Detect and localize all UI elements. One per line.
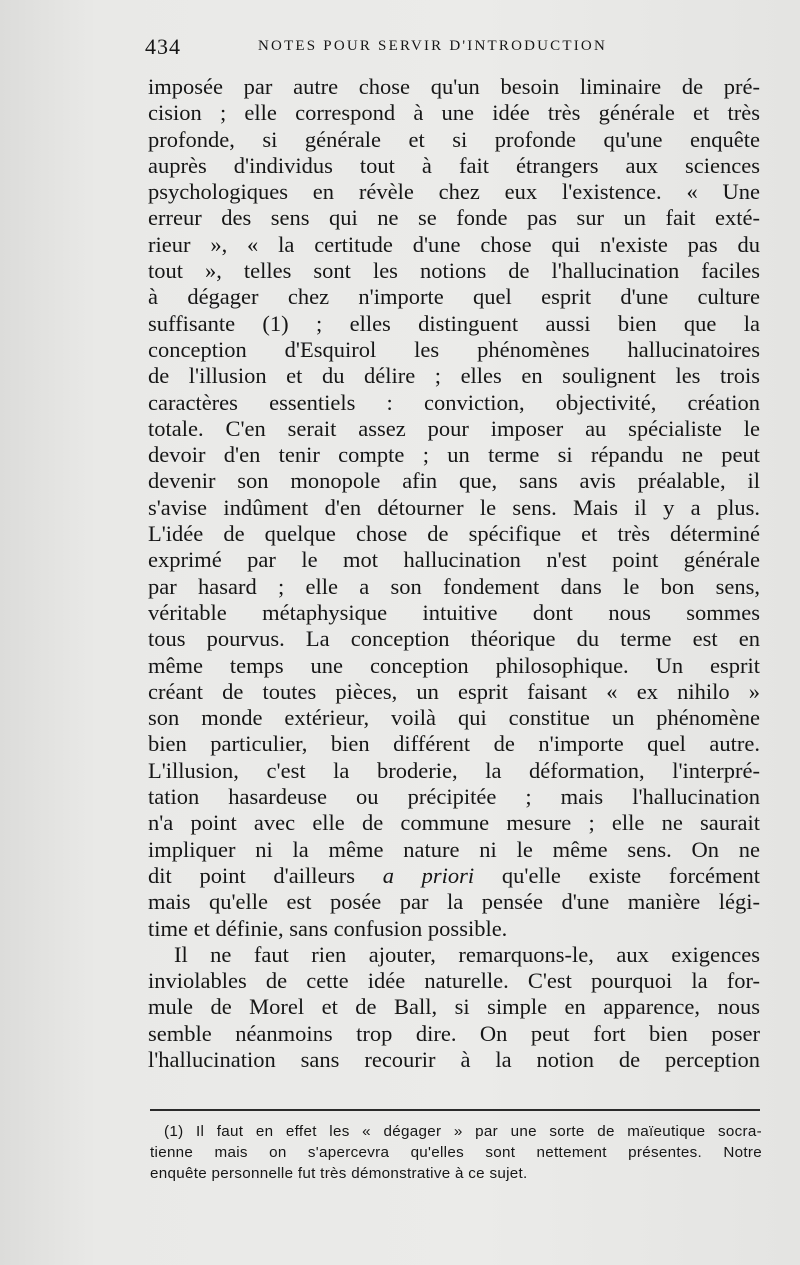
text-line: tout », telles sont les notions de l'hallucination faciles	[148, 258, 760, 284]
body-text	[148, 74, 760, 1073]
text-line: créant de toutes pièces, un esprit faisant « ex nihilo »	[148, 678, 760, 704]
text-line: psychologiques en révèle chez eux l'existence. « Une	[148, 179, 760, 205]
text-line: exprimé par le mot hallucination n'est point générale	[148, 547, 760, 573]
text-line: imposée par autre chose qu'un besoin liminaire de pré-	[148, 74, 760, 99]
text-line: par hasard ; elle a son fondement dans le bon sens,	[148, 573, 760, 599]
text-line: de l'illusion et du délire ; elles en soulignent les trois	[148, 363, 760, 389]
text-line: L'idée de quelque chose de spécifique et très déterminé	[148, 521, 760, 547]
italic-a-priori: a priori	[382, 862, 475, 888]
text-line: s'avise indûment d'en détourner le sens. Mais il y a plus.	[148, 494, 760, 520]
text-line: même temps une conception philosophique. Un esprit	[148, 652, 760, 678]
text-line: n'a point avec elle de commune mesure ; elle ne saurait	[148, 810, 760, 836]
text-line: auprès d'individus tout à fait étrangers aux sciences	[148, 152, 760, 178]
page-number: 434	[145, 34, 181, 59]
text-line: erreur des sens qui ne se fonde pas sur un fait exté-	[148, 205, 760, 231]
text-line: son monde extérieur, voilà qui constitue un phénomène	[148, 705, 760, 731]
paragraph-start-line: Il ne faut rien ajouter, remarquons-le, aux exigences	[174, 941, 760, 967]
page-header	[145, 34, 760, 64]
text-line: caractères essentiels : conviction, objectivité, création	[148, 389, 760, 415]
footnotes	[150, 1121, 762, 1184]
footnote-divider	[150, 1109, 760, 1111]
text-line: tation hasardeuse ou précipitée ; mais l'hallucination	[148, 784, 760, 810]
text-line: l'hallucination sans recourir à la notion de perception	[148, 1046, 760, 1072]
text-line: tous pourvus. La conception théorique du terme est en	[148, 626, 760, 652]
text-line: L'illusion, c'est la broderie, la déformation, l'interpré-	[148, 757, 760, 783]
text-line: bien particulier, bien différent de n'importe quel autre.	[148, 731, 760, 757]
text-segment: dit point d'ailleurs	[148, 862, 355, 888]
paragraph-end-line: time et définie, sans confusion possible.	[148, 915, 508, 941]
text-line: conception d'Esquirol les phénomènes hallucinatoires	[148, 336, 760, 362]
text-line: mule de Morel et de Ball, si simple en apparence, nous	[148, 994, 760, 1020]
text-line: totale. C'en serait assez pour imposer au spécialiste le	[148, 415, 760, 441]
text-line: inviolables de cette idée naturelle. C'est pourquoi la for-	[148, 968, 760, 994]
text-line: cision ; elle correspond à une idée très générale et très	[148, 100, 760, 126]
text-line: impliquer ni la même nature ni le même sens. On ne	[148, 836, 760, 862]
text-line: rieur », « la certitude d'une chose qui n'existe pas du	[148, 231, 760, 257]
text-line: devoir d'en tenir compte ; un terme si répandu ne peut	[148, 442, 760, 468]
text-line: suffisante (1) ; elles distinguent aussi bien que la	[148, 310, 760, 336]
text-line: véritable métaphysique intuitive dont nous sommes	[148, 599, 760, 625]
text-line: devenir son monopole afin que, sans avis préalable, il	[148, 468, 760, 494]
running-title: NOTES POUR SERVIR D'INTRODUCTION	[258, 38, 607, 54]
footnote-line: tienne mais on s'apercevra qu'elles sont nettement présentes. Notre	[150, 1144, 762, 1161]
text-segment: qu'elle existe forcément	[501, 862, 760, 888]
text-line: à dégager chez n'importe quel esprit d'une culture	[148, 284, 760, 310]
text-line: profonde, si générale et si profonde qu'une enquête	[148, 126, 760, 152]
footnote-line: (1) Il faut en effet les « dégager » par une sorte de maïeutique socra-	[164, 1123, 762, 1140]
text-line-a-priori	[148, 863, 760, 889]
footnote-line: enquête personnelle fut très démonstrative à ce sujet.	[150, 1165, 528, 1182]
text-line: semble néanmoins trop dire. On peut fort bien poser	[148, 1020, 760, 1046]
text-line: mais qu'elle est posée par la pensée d'une manière légi-	[148, 889, 760, 915]
